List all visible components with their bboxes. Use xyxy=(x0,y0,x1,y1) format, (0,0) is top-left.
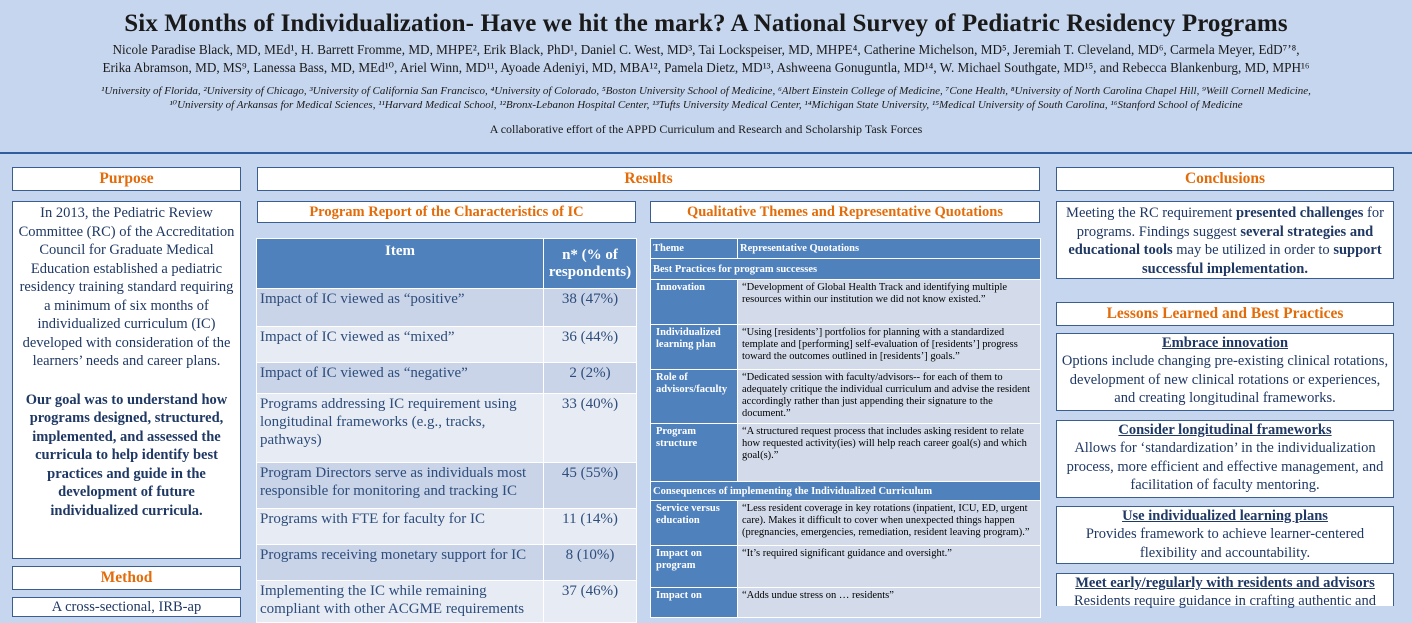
table-row xyxy=(257,545,637,581)
theme-cell: Program structure xyxy=(651,424,738,482)
lesson-box xyxy=(1056,333,1394,411)
purpose-text: In 2013, the Pediatric Review Committee (RC) of the Accreditation Council for Graduate Medical Education established a pediatric residency training standard requiring a minimum of six months of individualized curriculum (IC) developed with consideration of the learners’ needs and career plans. xyxy=(18,205,235,369)
row-n: 2 (2%) xyxy=(544,363,637,394)
authors-line-2: Erika Abramson, MD, MS⁹, Lanessa Bass, MD, MEd¹⁰, Ariel Winn, MD¹¹, Ayoade Adeniyi, MD, MBA¹², Pamela Dietz, MD¹³, Ashweena Gonuguntla, MD¹⁴, W. Michael Southgate, MD¹⁵, and Rebecca Blankenburg, MD, MPH¹⁶ xyxy=(102,60,1310,75)
row-item: Impact of IC viewed as “mixed” xyxy=(257,327,544,363)
conclusions-text-part: Meeting the RC requirement xyxy=(1066,205,1236,221)
lesson-body: Provides framework to achieve learner-centered flexibility and accountability. xyxy=(1085,526,1365,561)
conclusions-emphasis: support successful implementation. xyxy=(1142,242,1382,277)
quote-cell: “Dedicated session with faculty/advisors-- for each of them to adequately critique the individual curriculum and advise the resident accordingly rather than just appending their signature to the document.” xyxy=(738,370,1041,424)
table-row xyxy=(651,280,1041,325)
method-heading-box xyxy=(12,566,241,590)
lessons-heading-box xyxy=(1056,302,1394,326)
table-header-row xyxy=(651,239,1041,259)
col-theme-header: Theme xyxy=(651,239,738,259)
section-consequences: Consequences of implementing the Individualized Curriculum xyxy=(651,482,1041,501)
conclusions-emphasis: several strategies and educational tools xyxy=(1068,223,1374,258)
theme-cell: Service versus education xyxy=(651,501,738,546)
col-item-header: Item xyxy=(257,239,544,289)
program-report-title: Program Report of the Characteristics of IC xyxy=(309,204,584,220)
purpose-box xyxy=(12,201,241,559)
row-item: Programs receiving monetary support for IC xyxy=(257,545,544,581)
results-title: Results xyxy=(624,170,673,187)
lesson-heading: Use individualized learning plans xyxy=(1122,508,1328,524)
row-n: 8 (10%) xyxy=(544,545,637,581)
row-item: Programs addressing IC requirement using longitudinal frameworks (e.g., tracks, pathways) xyxy=(257,394,544,463)
row-item: Impact of IC viewed as “positive” xyxy=(257,289,544,327)
lessons-title: Lessons Learned and Best Practices xyxy=(1106,305,1344,322)
table-row xyxy=(257,363,637,394)
table-row xyxy=(257,289,637,327)
quote-cell: “It’s required significant guidance and oversight.” xyxy=(738,546,1041,588)
row-n: 11 (14%) xyxy=(544,509,637,545)
quote-cell: “Development of Global Health Track and identifying multiple resources within our institution we did not know existed.” xyxy=(738,280,1041,325)
lesson-body: Options include changing pre-existing clinical rotations, development of new clinical rotations or experiences, and creating longitudinal frameworks. xyxy=(1061,353,1389,406)
method-title: Method xyxy=(100,569,153,586)
section-row xyxy=(651,482,1041,501)
quote-cell: “A structured request process that includes asking resident to relate how requested activity(ies) will help reach career goal(s) and which goal(s).” xyxy=(738,424,1041,482)
poster-title: Six Months of Individualization- Have we hit the mark? A National Survey of Pediatric Residency Programs xyxy=(124,10,1288,37)
row-n: 37 (46%) xyxy=(544,581,637,623)
conclusions-text xyxy=(1057,202,1393,280)
affiliations-line-2: ¹⁰University of Arkansas for Medical Sciences, ¹¹Harvard Medical School, ¹²Bronx-Lebanon Hospital Center, ¹³Tufts University Medical Center, ¹⁴Michigan State University, ¹⁵Medical University of South Carolina, ¹⁶Stanford School of Medicine xyxy=(169,99,1243,111)
lesson-heading: Consider longitudinal frameworks xyxy=(1118,422,1332,438)
conclusions-box xyxy=(1056,201,1394,279)
table-row xyxy=(257,394,637,463)
conclusions-text-part: for programs. Findings suggest xyxy=(1076,205,1384,240)
theme-cell: Innovation xyxy=(651,280,738,325)
lesson-box xyxy=(1056,506,1394,564)
row-item: Program Directors serve as individuals most responsible for monitoring and tracking IC xyxy=(257,463,544,509)
qualitative-title: Qualitative Themes and Representative Quotations xyxy=(686,204,1004,220)
theme-cell: Impact on xyxy=(651,588,738,618)
conclusions-emphasis: presented challenges xyxy=(1235,205,1364,221)
quote-cell: “Less resident coverage in key rotations (inpatient, ICU, ED, urgent care). Makes it difficult to cover when unexpected things happen (pregnancies, emergencies, remediation, resident leaving program).” xyxy=(738,501,1041,546)
row-n: 45 (55%) xyxy=(544,463,637,509)
table-row xyxy=(257,581,637,623)
quote-cell: “Adds undue stress on … residents” xyxy=(738,588,1041,618)
table-row xyxy=(651,370,1041,424)
purpose-title: Purpose xyxy=(99,170,154,187)
conclusions-heading-box xyxy=(1056,167,1394,191)
lesson-heading: Meet early/regularly with residents and advisors xyxy=(1075,575,1375,591)
qualitative-heading-box xyxy=(650,201,1040,223)
theme-cell: Individualized learning plan xyxy=(651,325,738,370)
purpose-goal: Our goal was to understand how programs designed, structured, implemented, and assessed the curricula to help identify best practices and guide in the development of future individualized curricula. xyxy=(25,391,228,519)
authors-line-1: Nicole Paradise Black, MD, MEd¹, H. Barrett Fromme, MD, MHPE², Erik Black, PhD¹, Daniel C. West, MD³, Tai Lockspeiser, MD, MHPE⁴, Catherine Michelson, MD⁵, Jeremiah T. Cleveland, MD⁶, Carmela Meyer, EdD⁷ʼ⁸, xyxy=(112,42,1300,57)
method-box xyxy=(12,597,241,617)
table-row xyxy=(651,424,1041,482)
table-row xyxy=(651,325,1041,370)
table-header-row xyxy=(257,239,637,289)
row-n: 33 (40%) xyxy=(544,394,637,463)
theme-cell: Role of advisors/faculty xyxy=(651,370,738,424)
collaboration-note: A collaborative effort of the APPD Curriculum and Research and Scholarship Task Forces xyxy=(489,122,923,136)
table-row xyxy=(651,546,1041,588)
conclusions-text-part: may be utilized in order to xyxy=(1172,242,1334,258)
row-item: Impact of IC viewed as “negative” xyxy=(257,363,544,394)
program-report-heading-box xyxy=(257,201,636,223)
lesson-heading: Embrace innovation xyxy=(1161,335,1289,351)
results-heading-box xyxy=(257,167,1040,191)
qualitative-themes-table xyxy=(650,238,1041,618)
row-item: Implementing the IC while remaining compliant with other ACGME requirements xyxy=(257,581,544,623)
table-row xyxy=(651,501,1041,546)
theme-cell: Impact on program xyxy=(651,546,738,588)
table-row xyxy=(257,327,637,363)
col-quote-header: Representative Quotations xyxy=(738,239,1041,259)
purpose-heading-box xyxy=(12,167,241,191)
ic-characteristics-table xyxy=(256,238,637,623)
poster-header xyxy=(0,0,1412,152)
header-divider xyxy=(0,152,1412,154)
row-item: Programs with FTE for faculty for IC xyxy=(257,509,544,545)
affiliations-line-1: ¹University of Florida, ²University of Chicago, ³University of California San Francisco, ⁴University of Colorado, ⁵Boston University School of Medicine, ⁶Albert Einstein College of Medicine, ⁷Cone Health, ⁸University of North Carolina Chapel Hill, ⁹Weill Cornell Medicine, xyxy=(101,85,1311,97)
conclusions-title: Conclusions xyxy=(1184,170,1266,187)
section-best-practices: Best Practices for program successes xyxy=(651,259,1041,280)
table-row xyxy=(651,588,1041,618)
lesson-box xyxy=(1056,573,1394,609)
section-row xyxy=(651,259,1041,280)
col-n-header: n* (% of respondents) xyxy=(544,239,637,289)
quote-cell: “Using [residents’] portfolios for planning with a standardized template and [performing] self-evaluation of [residents’] progress toward the outcomes outlined in [residents’] goals.” xyxy=(738,325,1041,370)
row-n: 36 (44%) xyxy=(544,327,637,363)
table-row xyxy=(257,509,637,545)
lesson-body: Allows for ‘standardization’ in the individualization process, more efficient and effective management, and facilitation of faculty mentoring. xyxy=(1066,440,1384,493)
lesson-body: Residents require guidance in crafting authentic and xyxy=(1074,593,1376,609)
method-text: A cross-sectional, IRB-ap xyxy=(51,599,202,615)
lesson-box xyxy=(1056,420,1394,498)
row-n: 38 (47%) xyxy=(544,289,637,327)
table-row xyxy=(257,463,637,509)
